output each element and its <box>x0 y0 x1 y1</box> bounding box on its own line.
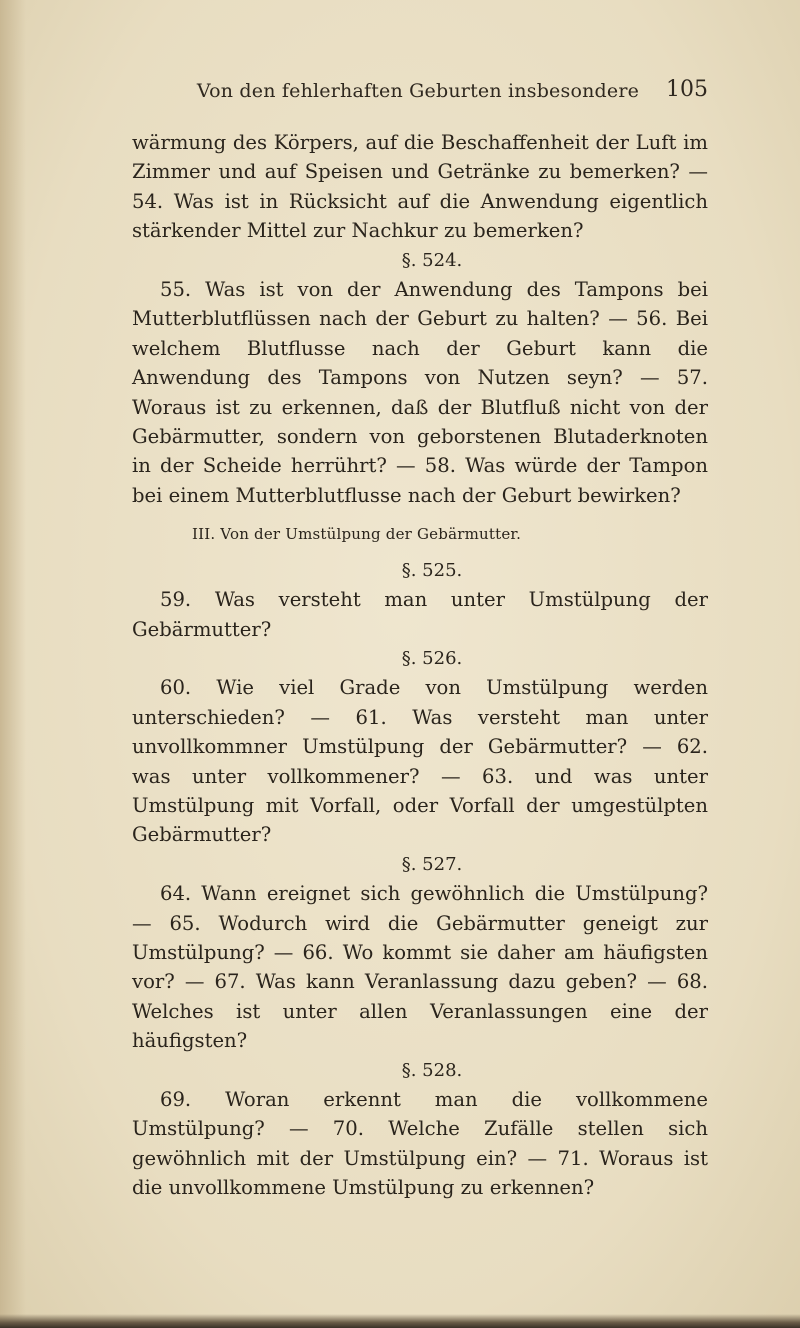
paragraph-continuation: wärmung des Körpers, auf die Beschaffenheit der Luft im Zimmer und auf Speisen und Getränke zu bemerken? — 54. Was ist in Rücksicht auf die Anwendung eigentlich stärkender Mittel zur Nachkur zu bemerken? <box>132 131 708 243</box>
paragraph-64-68: 64. Wann ereignet sich gewöhnlich die Umstülpung? — 65. Wodurch wird die Gebärmutter geneigt zur Umstülpung? — 66. Wo kommt sie daher am häufigsten vor? — 67. Was kann Veranlassung dazu geben? — 68. Welches ist unter allen Veranlassungen eine der häufigsten? <box>132 882 708 1053</box>
paragraph-59: 59. Was versteht man unter Umstülpung der Gebärmutter? <box>132 588 708 641</box>
paragraph-55-58: 55. Was ist von der Anwendung des Tampons bei Mutterblutflüssen nach der Geburt zu halten? — 56. Bei welchem Blutflusse nach der Geburt kann die Anwendung des Tampons von Nutzen seyn? — 57. Woraus ist zu erkennen, daß der Blutfluß nicht von der Gebärmutter, sondern von geborstenen Blutaderknoten in der Scheide herrührt? — 58. Was würde der Tampon bei einem Mutterblutflusse nach der Geburt bewirken? <box>132 278 708 507</box>
paragraph-number-524: §. 524. <box>401 249 463 271</box>
body-text <box>132 128 708 1203</box>
paragraph-number-526: §. 526. <box>401 647 463 669</box>
section-heading-uterine-inversion: III. Von der Umstülpung der Gebärmutter. <box>192 525 522 544</box>
paragraph-number-528: §. 528. <box>401 1059 463 1081</box>
page-header <box>128 77 708 114</box>
page-number: 105 <box>666 77 708 102</box>
running-head: Von den fehlerhaften Geburten insbesondere <box>196 80 640 102</box>
paragraph-number-525: §. 525. <box>401 559 463 581</box>
paragraph-60-63: 60. Wie viel Grade von Umstülpung werden unterschieden? — 61. Was versteht man unter unvollkommner Umstülpung der Gebärmutter? — 62. was unter vollkommener? — 63. und was unter Umstülpung mit Vorfall, oder Vorfall der umgestülpten Gebärmutter? <box>132 676 708 847</box>
paragraph-number-527: §. 527. <box>401 853 463 875</box>
paragraph-69-71: 69. Woran erkennt man die vollkommene Umstülpung? — 70. Welche Zufälle stellen sich gewöhnlich mit der Umstülpung ein? — 71. Woraus ist die unvollkommene Umstülpung zu erkennen? <box>132 1088 708 1200</box>
